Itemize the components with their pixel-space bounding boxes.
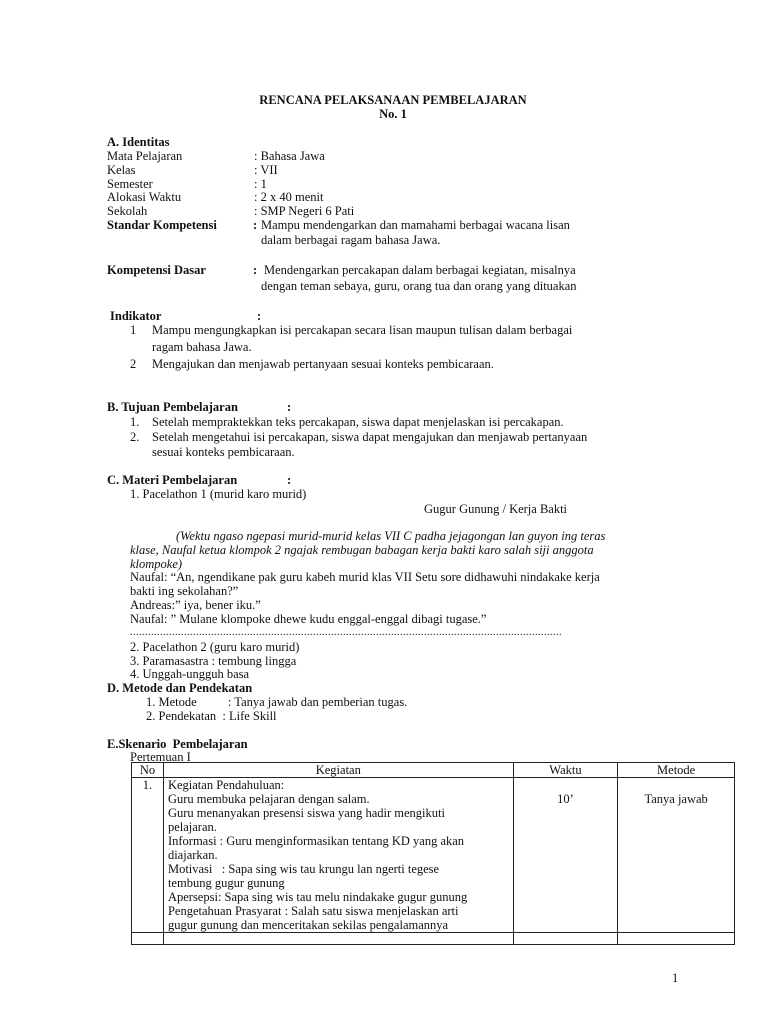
kegiatan-line: pelajaran. bbox=[167, 820, 217, 834]
column-header-kegiatan: Kegiatan bbox=[163, 763, 513, 778]
dialog-line: Naufal: “An, ngendikane pak guru kabeh murid klas VII Setu sore didhawuhi nindakake kerja bbox=[130, 570, 600, 584]
dialog-title: Gugur Gunung / Kerja Bakti bbox=[424, 502, 568, 516]
kegiatan-line: Guru menanyakan presensi siswa yang hadir mengikuti bbox=[167, 806, 445, 820]
row-no: 1. bbox=[132, 778, 164, 933]
tujuan-text: sesuai konteks pembicaraan. bbox=[152, 445, 295, 459]
materi-item: 4. Unggah-ungguh basa bbox=[130, 667, 250, 681]
row-waktu: 10’ bbox=[513, 778, 618, 933]
indikator-colon: : bbox=[257, 309, 262, 323]
identitas-label: Kelas bbox=[107, 163, 136, 177]
kegiatan-line: Kegiatan Pendahuluan: bbox=[167, 778, 285, 792]
indikator-number: 1 bbox=[130, 323, 137, 337]
kegiatan-line: gugur gunung dan menceritakan sekilas pengalamannya bbox=[167, 918, 449, 932]
dialog-intro: klompoke) bbox=[130, 557, 183, 571]
empty-cell bbox=[163, 933, 513, 945]
materi-heading: C. Materi Pembelajaran bbox=[107, 473, 238, 487]
identitas-value: : SMP Negeri 6 Pati bbox=[254, 204, 355, 218]
identitas-label: Mata Pelajaran bbox=[107, 149, 183, 163]
indikator-text: Mengajukan dan menjawab pertanyaan sesuai konteks pembicaraan. bbox=[152, 357, 494, 371]
row-metode: Tanya jawab bbox=[618, 778, 735, 933]
indikator-text: Mampu mengungkapkan isi percakapan secara lisan maupun tulisan dalam berbagai bbox=[152, 323, 573, 337]
tujuan-text: Setelah mempraktekkan teks percakapan, siswa dapat menjelaskan isi percakapan. bbox=[152, 415, 564, 429]
kegiatan-line: Motivasi : Sapa sing wis tau krungu lan ngerti tegese bbox=[167, 862, 440, 876]
column-header-no: No bbox=[132, 763, 164, 778]
metode-item: 2. Pendekatan : Life Skill bbox=[146, 709, 277, 723]
identitas-label: Semester bbox=[107, 177, 153, 191]
empty-cell bbox=[513, 933, 618, 945]
dotted-separator: ................................................................................................................................................ bbox=[130, 627, 562, 638]
identitas-value: : 1 bbox=[254, 177, 267, 191]
identitas-value: : Bahasa Jawa bbox=[254, 149, 325, 163]
kegiatan-line: Informasi : Guru menginformasikan tentang KD yang akan bbox=[167, 834, 465, 848]
kompetensi-dasar-text: dengan teman sebaya, guru, orang tua dan orang yang dituakan bbox=[261, 279, 577, 293]
metode-heading: D. Metode dan Pendekatan bbox=[107, 681, 253, 695]
dialog-line: Andreas:” iya, bener iku.” bbox=[130, 598, 261, 612]
indikator-heading: Indikator bbox=[110, 309, 162, 323]
dialog-intro: klase, Naufal ketua klompok 2 ngajak rembugan babagan kerja bakti karo salah siji anggota bbox=[130, 543, 594, 557]
tujuan-number: 2. bbox=[130, 430, 140, 444]
kompetensi-dasar-label: Kompetensi Dasar bbox=[107, 263, 206, 277]
table-row bbox=[132, 778, 735, 933]
pertemuan-label: Pertemuan I bbox=[130, 750, 191, 764]
kegiatan-line: Pengetahuan Prasyarat : Salah satu siswa menjelaskan arti bbox=[167, 904, 459, 918]
skenario-table bbox=[131, 762, 735, 945]
page-number: 1 bbox=[672, 971, 679, 985]
indikator-number: 2 bbox=[130, 357, 137, 371]
table-header-row bbox=[132, 763, 735, 778]
kegiatan-line: tembung gugur gunung bbox=[167, 876, 285, 890]
document-number: No. 1 bbox=[379, 107, 407, 121]
materi-item: 3. Paramasastra : tembung lingga bbox=[130, 654, 297, 668]
dialog-intro: (Wektu ngaso ngepasi murid-murid kelas VII C padha jejagongan lan guyon ing teras bbox=[176, 529, 606, 543]
dialog-line: Naufal: ” Mulane klompoke dhewe kudu enggal-enggal dibagi tugase.” bbox=[130, 612, 487, 626]
standar-kompetensi-text: dalam berbagai ragam bahasa Jawa. bbox=[261, 233, 441, 247]
identitas-label: Sekolah bbox=[107, 204, 148, 218]
tujuan-text: Setelah mengetahui isi percakapan, siswa dapat mengajukan dan menjawab pertanyaan bbox=[152, 430, 588, 444]
tujuan-number: 1. bbox=[130, 415, 140, 429]
kompetensi-dasar-text: Mendengarkan percakapan dalam berbagai kegiatan, misalnya bbox=[264, 263, 576, 277]
identitas-value: : 2 x 40 menit bbox=[254, 190, 324, 204]
standar-kompetensi-text: Mampu mendengarkan dan mamahami berbagai wacana lisan bbox=[261, 218, 570, 232]
identitas-heading: A. Identitas bbox=[107, 135, 170, 149]
standar-kompetensi-colon: : bbox=[253, 218, 258, 232]
kegiatan-line: diajarkan. bbox=[167, 848, 218, 862]
materi-colon: : bbox=[287, 473, 292, 487]
kegiatan-line: Apersepsi: Sapa sing wis tau melu nindakake gugur gunung bbox=[167, 890, 468, 904]
tujuan-colon: : bbox=[287, 400, 292, 414]
materi-item: 1. Pacelathon 1 (murid karo murid) bbox=[130, 487, 307, 501]
document-title: RENCANA PELAKSANAAN PEMBELAJARAN bbox=[259, 93, 527, 107]
kegiatan-line: Guru membuka pelajaran dengan salam. bbox=[167, 792, 370, 806]
identitas-value: : VII bbox=[254, 163, 278, 177]
materi-item: 2. Pacelathon 2 (guru karo murid) bbox=[130, 640, 300, 654]
dialog-line: bakti ing sekolahan?” bbox=[130, 584, 239, 598]
skenario-heading: E.Skenario Pembelajaran bbox=[107, 737, 248, 751]
empty-cell bbox=[132, 933, 164, 945]
empty-cell bbox=[618, 933, 735, 945]
kompetensi-dasar-colon: : bbox=[253, 263, 258, 277]
table-row-empty bbox=[132, 933, 735, 945]
tujuan-heading: B. Tujuan Pembelajaran bbox=[107, 400, 238, 414]
column-header-metode: Metode bbox=[618, 763, 735, 778]
metode-item: 1. Metode : Tanya jawab dan pemberian tugas. bbox=[146, 695, 408, 709]
row-kegiatan bbox=[163, 778, 513, 933]
column-header-waktu: Waktu bbox=[513, 763, 618, 778]
standar-kompetensi-label: Standar Kompetensi bbox=[107, 218, 217, 232]
identitas-label: Alokasi Waktu bbox=[107, 190, 182, 204]
indikator-text: ragam bahasa Jawa. bbox=[152, 340, 252, 354]
